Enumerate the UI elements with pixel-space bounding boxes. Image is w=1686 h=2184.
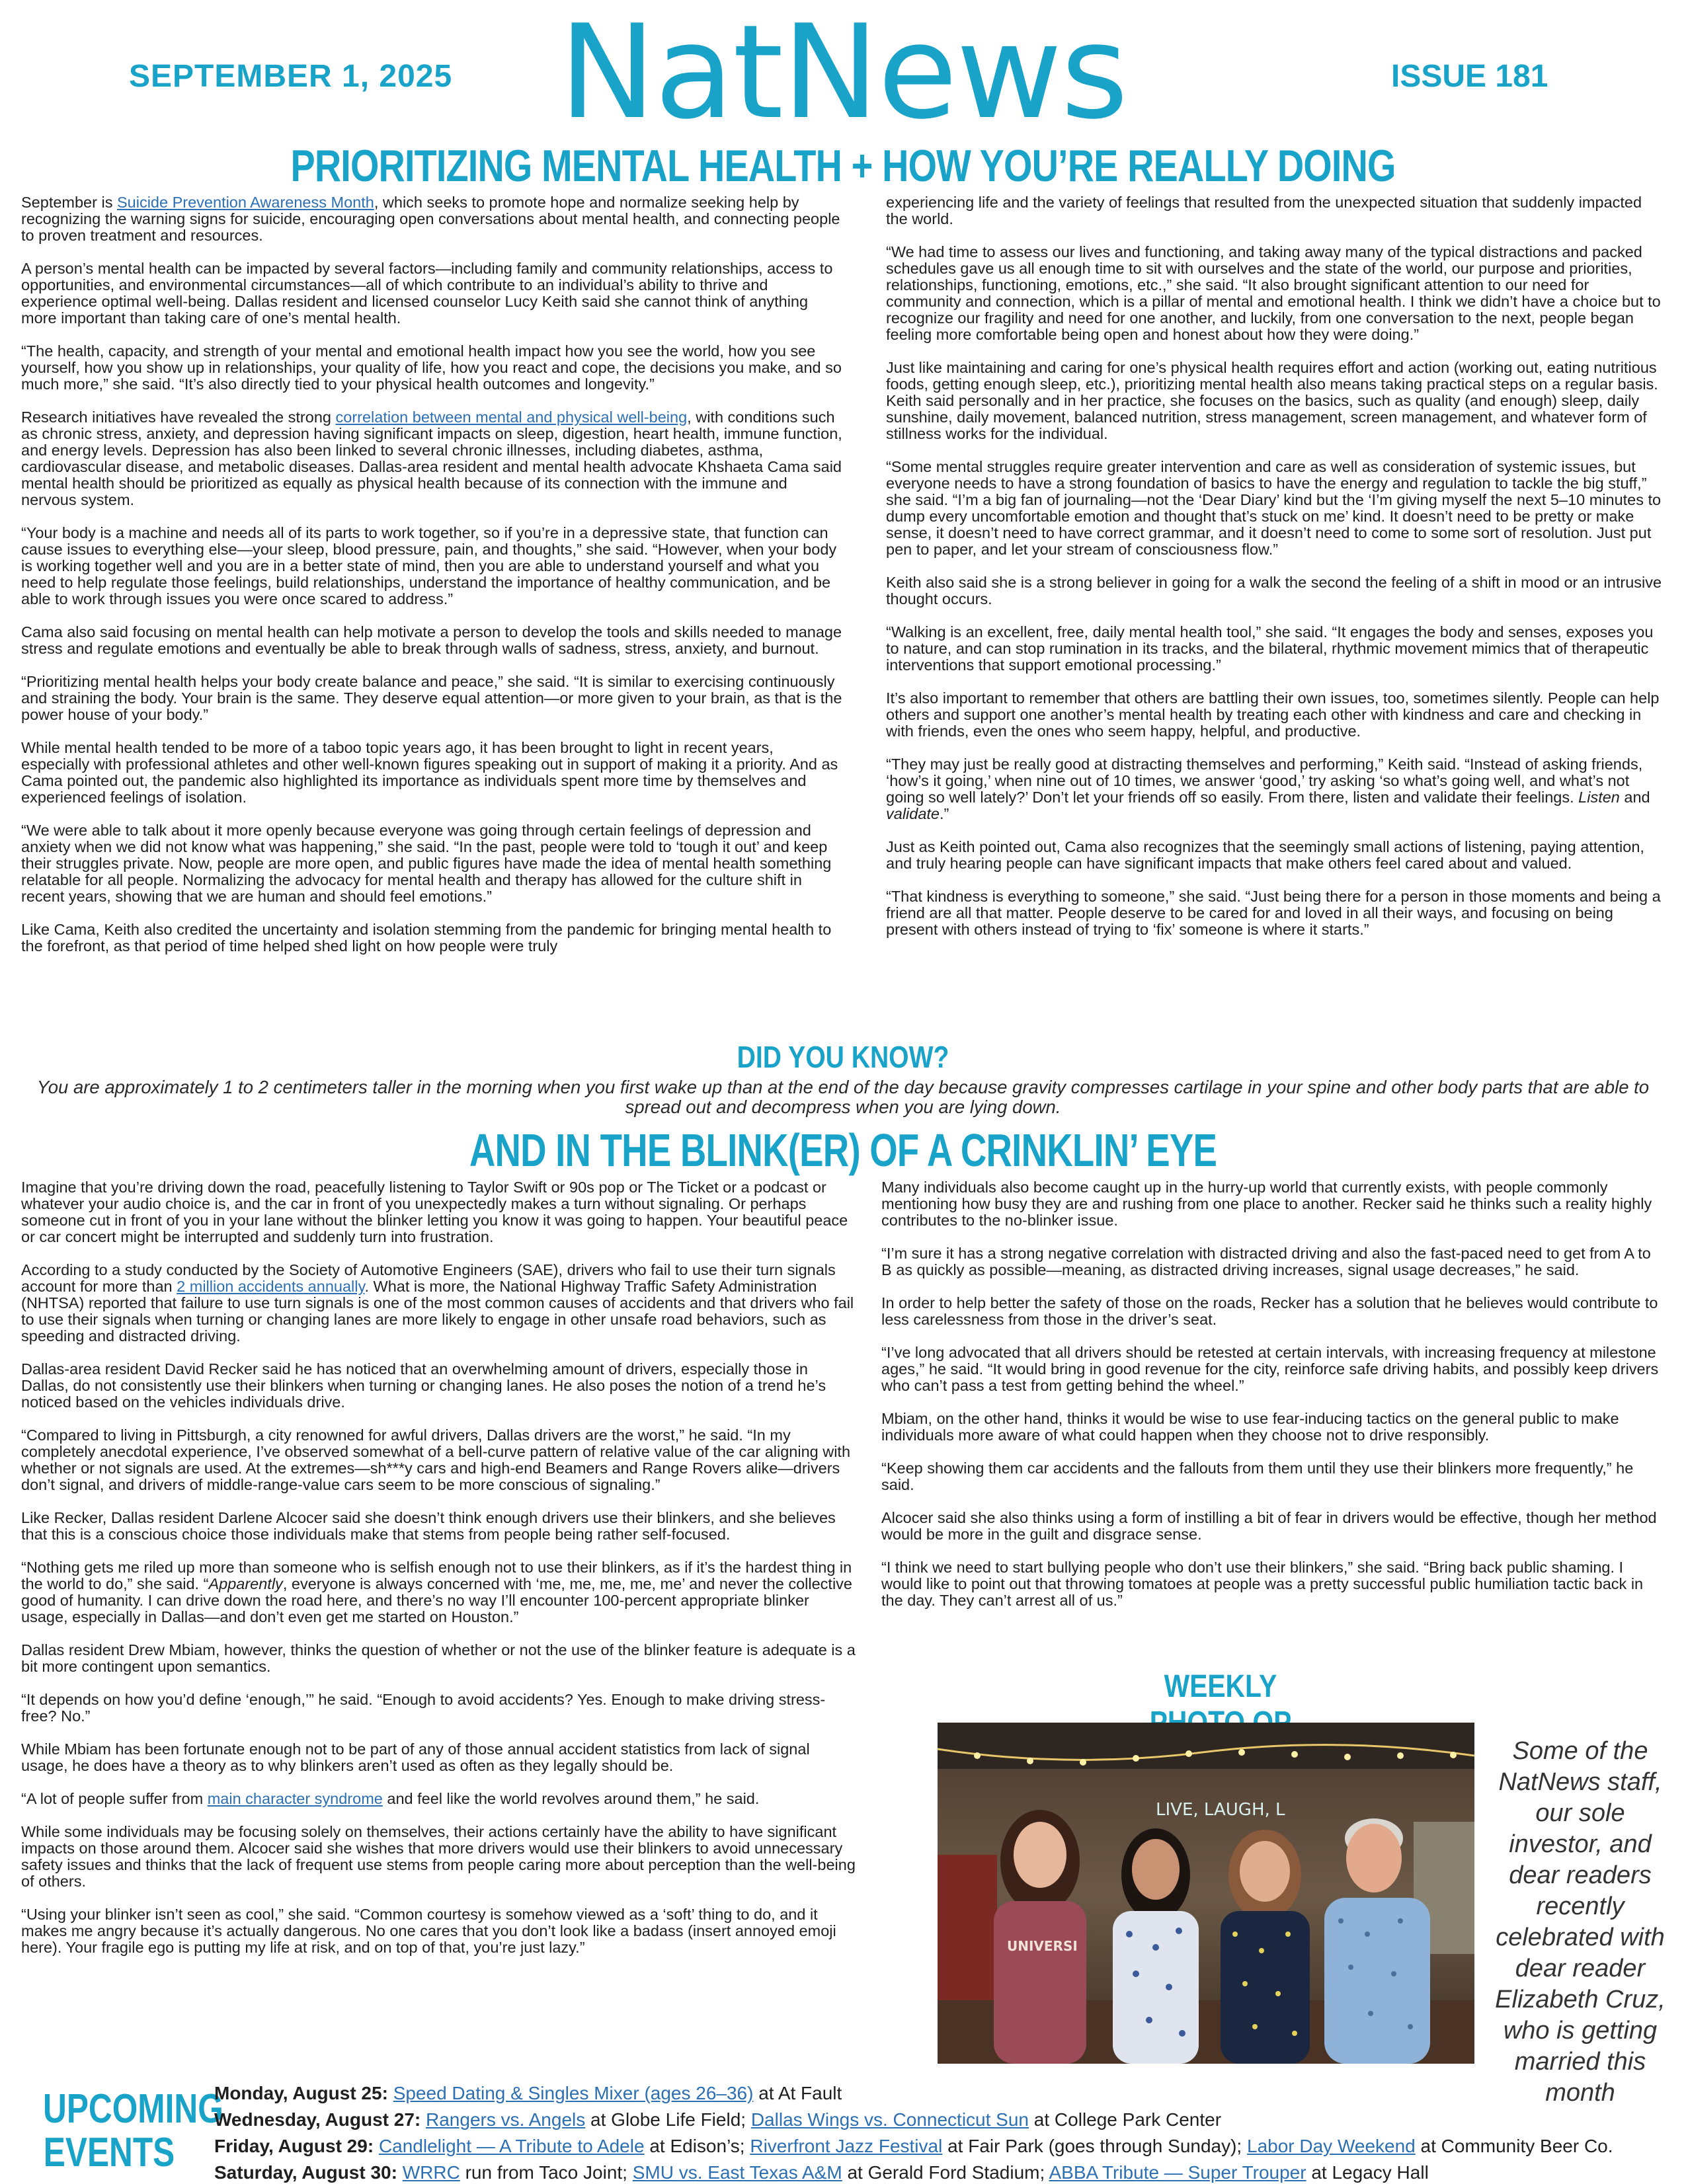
text-run: at Edison’s; xyxy=(644,2136,750,2156)
event-link[interactable]: Dallas Wings vs. Connecticut Sun xyxy=(750,2109,1029,2130)
text-run: at Globe Life Field; xyxy=(585,2109,751,2130)
group-photo xyxy=(938,1723,1474,2064)
text-run: “They may just be really good at distracting themselves and performing,” Keith said. “Instead of asking friends, ‘how’s it going,’ when nine out of 10 times, we answer ‘good,’ try asking ‘so what’s going well, and what’s not going so well lately?’ Don’t let your friends off so easily. From there, listen and validate their feelings. xyxy=(886,756,1643,806)
event-day: Saturday, August 30: xyxy=(214,2162,397,2183)
paragraph: While mental health tended to be more of a taboo topic years ago, it has been brought to light in recent years, especially with professional athletes and other well-known figures speaking out in support of making it a priority. And as Cama pointed out, the pandemic also highlighted its importance as individuals spent more time by themselves and experienced feelings of isolation. xyxy=(21,739,838,806)
paragraph: Like Cama, Keith also credited the uncertainty and isolation stemming from the pandemic for bringing mental health to the forefront, as that period of time helped shed light on how people were truly xyxy=(21,921,832,955)
article-link[interactable]: 2 million accidents annually xyxy=(177,1278,365,1295)
paragraph: “We had time to assess our lives and functioning, and taking away many of the typical distractions and packed schedules gave us all enough time to sit with ourselves and the state of the world, our purpose and priorities, relationships, functioning, emotions, etc.,” she said. “It also brought significant attention to our need for community and connection, which is a pillar of mental and emotional health. I think we didn’t have a choice but to recognize our fragility and need for one another, and luckily, from one conversation to the next, people began feeling more comfortable being open and honest about how they were doing.” xyxy=(886,243,1661,343)
paragraph: “It depends on how you’d define ‘enough,’” he said. “Enough to avoid accidents? Yes. Enough to make driving stress-free? No.” xyxy=(21,1691,826,1725)
paragraph: A person’s mental health can be impacted by several factors—including family and community relationships, access to opportunities, and environmental circumstances—all of which contribute to an individual’s ability to thrive and experience optimal well-being. Dallas resident and licensed counselor Lucy Keith said she cannot think of anything more important than taking care of one’s mental health. xyxy=(21,260,833,327)
paragraph: In order to help better the safety of those on the roads, Recker has a solution that he believes would contribute to less carelessness from those in the driver’s seat. xyxy=(881,1294,1658,1328)
photo-caption: Some of the NatNews staff, our sole investor, and dear readers recently celebrated with dear reader Elizabeth Cruz, who is getting married this month xyxy=(1495,1737,1666,2107)
event-row xyxy=(214,2082,1682,2105)
article1-headline: PRIORITIZING MENTAL HEALTH + HOW YOU’RE REALLY DOING xyxy=(290,141,1396,191)
paragraph xyxy=(21,1559,858,1625)
event-day: Friday, August 29: xyxy=(214,2136,374,2156)
paragraph: Mbiam, on the other hand, thinks it would be wise to use fear-inducing tactics on the general public to make individuals more aware of what could happen when they choose not to drive responsibly. xyxy=(881,1410,1619,1444)
text-run: “A lot of people suffer from xyxy=(21,1790,208,1807)
article2-headline: AND IN THE BLINK(ER) OF A CRINKLIN’ EYE xyxy=(469,1124,1217,1176)
text-run: at Legacy Hall xyxy=(1306,2162,1429,2183)
paragraph: “I’m sure it has a strong negative correlation with distracted driving and also the fast-paced need to get from A to B as quickly as possible—meaning, as distracted driving increases, signal usage decreases,” he said. xyxy=(881,1245,1651,1278)
person-3 xyxy=(1221,1830,1310,2064)
shirt-text: UNIVERSI xyxy=(1007,1938,1078,1954)
text-run: Research initiatives have revealed the strong xyxy=(21,409,336,426)
event-link[interactable]: ABBA Tribute — Super Trouper xyxy=(1049,2162,1306,2183)
text-run: , which seeks to promote hope and normalize seeking help by recognizing the warning signs for suicide, encouraging open conversations about mental health, and connecting people to proven treatment and resources. xyxy=(21,194,840,244)
paragraph xyxy=(21,194,844,244)
emphasis-text: validate xyxy=(886,805,940,822)
text-run: run from Taco Joint; xyxy=(460,2162,633,2183)
paragraph: “The health, capacity, and strength of your mental and emotional health impact how you see the world, how you see yourself, how you show up in relationships, your quality of life, how you react and cope, the decisions you make, and so much more,” she said. “It’s also directly tied to your physical health outcomes and longevity.” xyxy=(21,342,842,393)
article2-column-2 xyxy=(881,1179,1665,1625)
group-photo-illustration xyxy=(938,1723,1474,2064)
emphasis-text: Apparently xyxy=(208,1575,283,1592)
paragraph: It’s also important to remember that others are battling their own issues, too, sometimes silently. People can help others and support one another’s mental health by treating each other with kindness and care and checking in with friends, even the ones who seem happy, helpful, and productive. xyxy=(886,689,1660,740)
text-run: at Fair Park (goes through Sunday); xyxy=(942,2136,1247,2156)
article-link[interactable]: Suicide Prevention Awareness Month xyxy=(116,194,374,211)
event-link[interactable]: Candlelight — A Tribute to Adele xyxy=(378,2136,645,2156)
event-row xyxy=(214,2135,1682,2158)
paragraph: “Walking is an excellent, free, daily mental health tool,” she said. “It engages the body and senses, exposes you to nature, and can stop rumination in its tracks, and the bilateral, rhythmic movement mimics that of therapeutic interventions that support emotional processing.” xyxy=(886,623,1654,674)
text-run: September is xyxy=(21,194,117,211)
text-run: at College Park Center xyxy=(1029,2109,1222,2130)
issue-date: SEPTEMBER 1, 2025 xyxy=(129,59,453,94)
event-day: Monday, August 25: xyxy=(214,2083,388,2103)
person-2 xyxy=(1113,1828,1199,2064)
text-run xyxy=(388,2083,393,2103)
event-row xyxy=(214,2109,1682,2131)
event-row xyxy=(214,2162,1682,2184)
text-run: at Gerald Ford Stadium; xyxy=(842,2162,1049,2183)
event-link[interactable]: Riverfront Jazz Festival xyxy=(750,2136,943,2156)
paragraph: “I think we need to start bullying people who don’t use their blinkers,” she said. “Bring back public shaming. I would like to point out that throwing tomatoes at people was a pretty successful public humiliation tactic back in the day. They can’t arrest all of us.” xyxy=(881,1559,1644,1609)
paragraph: Dallas-area resident David Recker said he has noticed that an overwhelming amount of drivers, especially those in Dallas, do not consistently use their blinkers when turning or changing lanes. He also poses the notion of a trend he’s noticed based on the vehicles individuals drive. xyxy=(21,1360,826,1411)
article1-column-1 xyxy=(21,194,844,971)
paragraph xyxy=(886,756,1666,822)
text-run: “Nothing gets me riled up more than someone who is selfish enough not to use their blinkers, as if it’s the hardest thing in the world to do,” she said. “ xyxy=(21,1559,852,1592)
text-run: at At Fault xyxy=(753,2083,842,2103)
event-day: Wednesday, August 27: xyxy=(214,2109,421,2130)
paragraph: “I’ve long advocated that all drivers should be retested at certain intervals, with increasing frequency at milestone ages,” he said. “It would bring in good revenue for the city, reinforce safe driving habits, and possibly keep drivers who can’t pass a test from getting behind the wheel.” xyxy=(881,1344,1659,1394)
paragraph: “Keep showing them car accidents and the fallouts from them until they use their blinkers more frequently,” he said. xyxy=(881,1460,1634,1493)
paragraph xyxy=(21,409,844,508)
paragraph xyxy=(21,1791,858,1807)
paragraph xyxy=(21,1262,858,1345)
paragraph: Many individuals also become caught up in the hurry-up world that currently exists, with people commonly mentioning how busy they are and rushing from one place to another. Recker said he thinks such a reality highly contributes to the no-blinker issue. xyxy=(881,1179,1652,1229)
event-link[interactable]: Speed Dating & Singles Mixer (ages 26–36) xyxy=(393,2083,754,2103)
text-run: . What is more, the National Highway Traffic Safety Administration (NHTSA) reported that failure to use turn signals is one of the most common causes of accidents and that drivers who fail to use their signals when turning or changing lanes are more likely to engage in other unsafe road behaviors, such as speeding and distracted driving. xyxy=(21,1278,854,1345)
person-1 xyxy=(994,1810,1086,2064)
text-run xyxy=(397,2162,403,2183)
text-run: and xyxy=(1619,789,1650,806)
newsletter-logo: NatNews xyxy=(559,0,1127,148)
article1-column-2 xyxy=(886,194,1666,955)
paragraph: Just as Keith pointed out, Cama also recognizes that the seemingly small actions of listening, paying attention, and truly hearing people can have significant impacts that make others feel cared about and valued. xyxy=(886,838,1644,872)
text-run: at Community Beer Co. xyxy=(1415,2136,1613,2156)
article-link[interactable]: main character syndrome xyxy=(207,1790,383,1807)
neon-sign-text: LIVE, LAUGH, L xyxy=(1156,1800,1285,1820)
article-link[interactable]: correlation between mental and physical well-being xyxy=(335,409,688,426)
paragraph: “Prioritizing mental health helps your body create balance and peace,” she said. “It is similar to exercising continuously and straining the body. Your brain is the same. They deserve equal attention—or more given to your brain, as that is the power house of your body.” xyxy=(21,673,842,723)
events-label: UPCOMING EVENTS xyxy=(43,2086,223,2175)
paragraph: Cama also said focusing on mental health can help motivate a person to develop the tools and skills needed to manage stress and regulate emotions and eventually be able to break through walls of sadness, stress, anxiety, and burnout. xyxy=(21,623,842,657)
photo-op-title: WEEKLY xyxy=(1164,1669,1277,1704)
event-link[interactable]: WRRC xyxy=(402,2162,460,2183)
paragraph: “Some mental struggles require greater intervention and care as well as consideration of systemic issues, but everyone needs to have a strong foundation of basics to have the energy and regulation to tackle the big stuff,” she said. “I’m a big fan of journaling—not the ‘Dear Diary’ kind but the ‘I’m giving myself the next 5–10 minutes to dump every uncomfortable emotion and thought that’s stuck on me’ kind. It doesn’t need to be pretty or make sense, it doesn’t need to have correct grammar, and it doesn’t need to come to some sort of resolution. Just put pen to paper, and let your stream of consciousness flow.” xyxy=(886,458,1662,558)
text-run: , everyone is always concerned with ‘me, me, me, me, me’ and never the collective good of humanity. I can drive down the road here, and there’s no way I’ll encounter 100-percent appropriate blinker usage, especially in Dallas—and don’t even get me started on Houston.” xyxy=(21,1575,852,1625)
text-run: , with conditions such as chronic stress, anxiety, and depression having significant impacts on sleep, digestion, heart health, immune function, and energy levels. Depression has also been linked to several chronic illnesses, including diabetes, asthma, cardiovascular disease, and metabolic diseases. Dallas-area resident and mental health advocate Khshaeta Cama said mental health should be prioritized as equally as physical health because of its connection with the immune and nervous system. xyxy=(21,409,842,508)
paragraph: Just like maintaining and caring for one’s physical health requires effort and action (working out, eating nutritious foods, getting enough sleep, etc.), prioritizing mental health also means taking practical steps on a regular basis. Keith said personally and in her practice, she focuses on the basics, such as quality (and enough) sleep, daily sunshine, daily movement, balanced nutrition, stress management, screen management, and whatever form of stillness works for the individual. xyxy=(886,359,1658,442)
emphasis-text: Listen xyxy=(1578,789,1620,806)
paragraph: “We were able to talk about it more openly because everyone was going through certain feelings of depression and anxiety when we did not know what was happening,” she said. “In the past, people were told to ‘tough it out’ and keep their struggles private. Now, people are more open, and public figures have made the idea of mental health something relatable for all people. Normalizing the advocacy for mental health and therapy has allowed for the culture shift in recent years, showing that we are human and should feel emotions.” xyxy=(21,822,832,905)
did-you-know-text: You are approximately 1 to 2 centimeters taller in the morning when you first wake up than at the end of the day because gravity compresses cartilage in your spine and other body parts that are able to spread out and decompress when you are lying down. xyxy=(36,1077,1650,1117)
paragraph: While some individuals may be focusing solely on themselves, their actions certainly have the ability to have significant impacts on those around them. Alcocer said she wishes that more drivers would use their blinkers to avoid unnecessary safety issues and thinks that the lack of frequent use stems from people caring more about perception than the well-being of others. xyxy=(21,1823,856,1890)
masthead xyxy=(0,0,1686,148)
paragraph: experiencing life and the variety of feelings that resulted from the unexpected situation that suddenly impacted the world. xyxy=(886,194,1642,227)
text-run: and feel like the world revolves around them,” he said. xyxy=(382,1790,760,1807)
event-link[interactable]: Labor Day Weekend xyxy=(1247,2136,1416,2156)
article2-column-1 xyxy=(21,1179,858,1972)
issue-number: ISSUE 181 xyxy=(1391,59,1548,94)
text-run: .” xyxy=(940,805,949,822)
event-link[interactable]: Rangers vs. Angels xyxy=(426,2109,586,2130)
paragraph: “Your body is a machine and needs all of its parts to work together, so if you’re in a depressive state, that function can cause issues to everything else—your sleep, blood pressure, pain, and thoughts,” she said. “However, when your body is working together well and you are in a better state of mind, then you are able to understand yourself and what you need to help regulate those feelings, build relationships, understand the importance of healthy communication, and be able to work through issues you were once scared to address.” xyxy=(21,524,837,607)
paragraph: Keith also said she is a strong believer in going for a walk the second the feeling of a shift in mood or an intrusive thought occurs. xyxy=(886,574,1662,607)
paragraph: “That kindness is everything to someone,” she said. “Just being there for a person in those moments and being a friend are all that matter. People deserve to be cared for and loved in all their ways, and focusing on being present with others instead of trying to ‘fix’ someone is where it starts.” xyxy=(886,888,1661,938)
paragraph: Dallas resident Drew Mbiam, however, thinks the question of whether or not the use of the blinker feature is adequate is a bit more contingent upon semantics. xyxy=(21,1641,856,1675)
paragraph: “Using your blinker isn’t seen as cool,” she said. “Common courtesy is somehow viewed as a ‘soft’ thing to do, and it makes me angry because it’s actually dangerous. No one cares that you don’t look like a badass (insert annoyed emoji here). Your fragile ego is putting my life at risk, and on top of that, you’re just lazy.” xyxy=(21,1906,836,1956)
did-you-know-title: DID YOU KNOW? xyxy=(737,1040,949,1074)
text-run xyxy=(421,2109,426,2130)
paragraph: Imagine that you’re driving down the road, peacefully listening to Taylor Swift or 90s pop or The Ticket or a podcast or whatever your audio choice is, and the car in front of you unexpectedly makes a turn without signaling. Or perhaps someone cut in front of you in your lane without the blinker letting you know it was going to happen. Your beautiful peace or car concert might be interrupted and suddenly turn into frustration. xyxy=(21,1179,848,1245)
paragraph: “Compared to living in Pittsburgh, a city renowned for awful drivers, Dallas drivers are the worst,” he said. “In my completely anecdotal experience, I’ve observed somewhat of a bell-curve pattern of relative value of the car aligning with whether or not signals are used. At the extremes—sh***y cars and high-end Beamers and Range Rovers alike—drivers don’t signal, and drivers of middle-range-value cars seem to be more conscious of signaling.” xyxy=(21,1426,851,1493)
paragraph: Alcocer said she also thinks using a form of instilling a bit of fear in drivers would be effective, though her method would be more in the guilt and disgrace sense. xyxy=(881,1509,1657,1543)
text-run: According to a study conducted by the Society of Automotive Engineers (SAE), drivers who fail to use their turn signals account for more than xyxy=(21,1261,836,1295)
event-link[interactable]: SMU vs. East Texas A&M xyxy=(632,2162,842,2183)
paragraph: While Mbiam has been fortunate enough not to be part of any of those annual accident statistics from lack of signal usage, he does have a theory as to why blinkers aren’t used as often as they legally should be. xyxy=(21,1740,810,1774)
paragraph: Like Recker, Dallas resident Darlene Alcocer said she doesn’t think enough drivers use their blinkers, and she believes that this is a conscious choice those individuals make that stems from people being rather self-focused. xyxy=(21,1509,836,1543)
text-run xyxy=(374,2136,379,2156)
